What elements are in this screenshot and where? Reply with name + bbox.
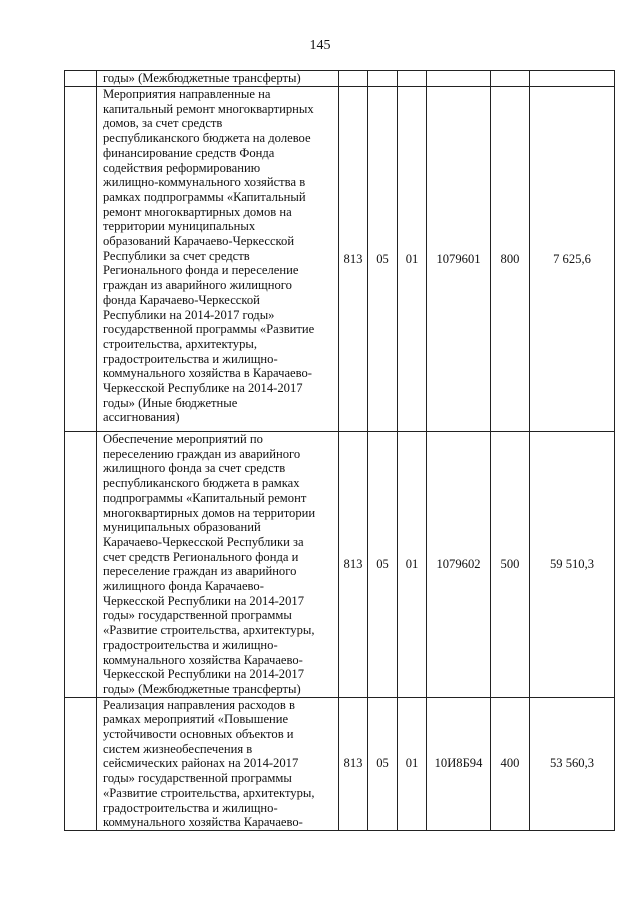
expense-type-cell xyxy=(491,71,530,87)
description-cell: Реализация направления расходов в рамках мероприятий «Повышение устойчивости основных объектов и систем жизнеобеспечения в сейсмических районах на 2014-2017 годы» государственной программы «Развитие строительства, архитектуры, градостроительства и жилищно- коммунального хозяйства Карачаево- xyxy=(97,697,339,830)
ministry-code-cell: 813 xyxy=(339,697,368,830)
budget-table xyxy=(64,70,615,831)
description-cell: годы» (Межбюджетные трансферты) xyxy=(97,71,339,87)
amount-cell xyxy=(530,71,615,87)
subsection-code-cell: 01 xyxy=(398,432,427,698)
ministry-code-cell xyxy=(339,71,368,87)
amount-cell: 7 625,6 xyxy=(530,87,615,432)
target-article-cell: 1079601 xyxy=(427,87,491,432)
target-article-cell: 1079602 xyxy=(427,432,491,698)
page-number: 145 xyxy=(309,38,331,53)
ministry-code-cell: 813 xyxy=(339,432,368,698)
expense-type-cell: 400 xyxy=(491,697,530,830)
target-article-cell: 10И8Б94 xyxy=(427,697,491,830)
section-code-cell xyxy=(368,71,398,87)
expense-type-cell: 500 xyxy=(491,432,530,698)
row-index-cell xyxy=(65,87,97,432)
expense-type-cell: 800 xyxy=(491,87,530,432)
subsection-code-cell xyxy=(398,71,427,87)
amount-cell: 53 560,3 xyxy=(530,697,615,830)
section-code-cell: 05 xyxy=(368,432,398,698)
table-row xyxy=(65,432,615,698)
subsection-code-cell: 01 xyxy=(398,87,427,432)
subsection-code-cell: 01 xyxy=(398,697,427,830)
amount-cell: 59 510,3 xyxy=(530,432,615,698)
row-index-cell xyxy=(65,432,97,698)
description-cell: Обеспечение мероприятий по переселению граждан из аварийного жилищного фонда за счет средств республиканского бюджета в рамках подпрограммы «Капитальный ремонт многоквартирных домов на территории муниципальных образований Карачаево-Черкесской Республики за счет средств Регионального фонда и переселение граждан из аварийного жилищного фонда Карачаево- Черкесской Республики на 2014-2017 годы» государственной программы «Развитие строительства, архитектуры, градостроительства и жилищно- коммунального хозяйства Карачаево- Черкесской Республики на 2014-2017 годы» (Межбюджетные трансферты) xyxy=(97,432,339,698)
section-code-cell: 05 xyxy=(368,87,398,432)
ministry-code-cell: 813 xyxy=(339,87,368,432)
row-index-cell xyxy=(65,697,97,830)
table-row xyxy=(65,697,615,830)
target-article-cell xyxy=(427,71,491,87)
table-row xyxy=(65,87,615,432)
section-code-cell: 05 xyxy=(368,697,398,830)
description-cell: Мероприятия направленные на капитальный ремонт многоквартирных домов, за счет средств республиканского бюджета на долевое финансирование средств Фонда содействия реформированию жилищно-коммунального хозяйства в рамках подпрограммы «Капитальный ремонт многоквартирных домов на территории муниципальных образований Карачаево-Черкесской Республики за счет средств Регионального фонда и переселение граждан из аварийного жилищного фонда Карачаево-Черкесской Республики на 2014-2017 годы» государственной программы «Развитие строительства, архитектуры, градостроительства и жилищно- коммунального хозяйства в Карачаево- Черкесской Республике на 2014-2017 годы» (Иные бюджетные ассигнования) xyxy=(97,87,339,432)
row-index-cell xyxy=(65,71,97,87)
table-row xyxy=(65,71,615,87)
